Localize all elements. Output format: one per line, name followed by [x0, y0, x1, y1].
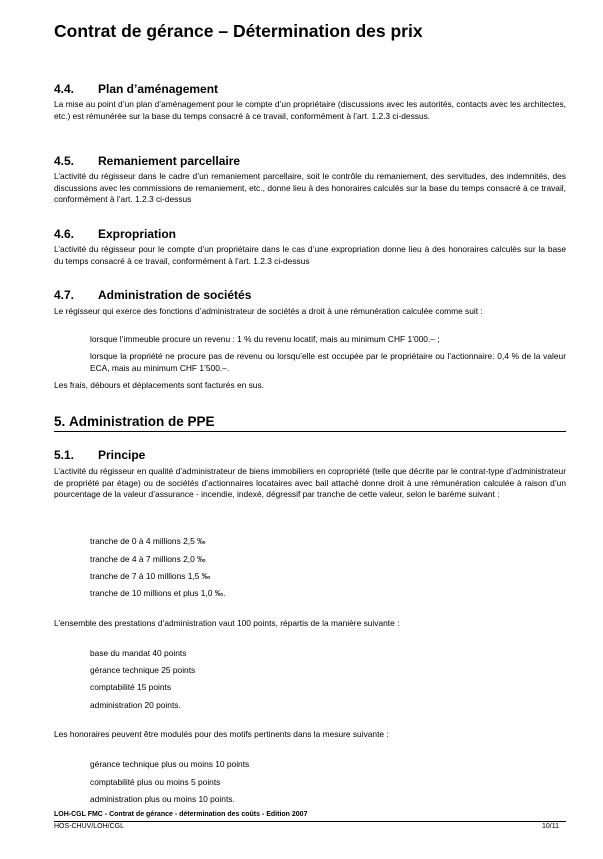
section-body-4-6: L’activité du régisseur pour le compte d’un propriétaire dans le cas d’une expropriation donne lieu à des honoraires calculés sur la base du temps consacré à ce travail, conformément à l’art. 1.2.3 ci-dessus	[54, 244, 566, 266]
modulation-intro: Les honoraires peuvent être modulés pour des motifs pertinents dans la mesure suivante :	[54, 729, 389, 739]
section-heading-4-5	[54, 154, 240, 168]
modulation-item: gérance technique plus ou moins 10 points	[90, 759, 250, 769]
tranche-item: tranche de 0 à 4 millions 2,5 ‰	[90, 536, 206, 546]
section-title: Remaniement parcellaire	[98, 154, 241, 168]
chapter-number: 5.	[54, 414, 66, 429]
section-intro-4-7: Le régisseur qui exerce des fonctions d’administrateur de sociétés a droit à une rémunération calculée comme suit :	[54, 306, 483, 316]
section-number: 4.7.	[54, 288, 75, 302]
section-body-4-4: La mise au point d’un plan d’aménagement pour le compte d’un propriétaire (discussions avec les autorités, contacts avec les architectes, etc.) est rémunérée sur la base du temps consacré à ce travail, conformément à l’art. 1.2.3 ci-dessus.	[54, 99, 566, 121]
footer-divider	[54, 821, 566, 822]
points-item: gérance technique 25 points	[90, 665, 196, 675]
points-item: base du mandat 40 points	[90, 648, 187, 658]
points-item: comptabilité 15 points	[90, 682, 172, 692]
modulation-item: comptabilité plus ou moins 5 points	[90, 777, 221, 787]
section-outro-4-7: Les frais, débours et déplacements sont facturés en sus.	[54, 380, 264, 390]
section-number: 4.5.	[54, 154, 75, 168]
page-title: Contrat de gérance – Détermination des prix	[54, 21, 423, 41]
section-number: 4.4.	[54, 82, 75, 96]
tranche-item: tranche de 10 millions et plus 1,0 ‰.	[90, 588, 226, 598]
tranche-item: tranche de 4 à 7 millions 2,0 ‰	[90, 554, 206, 564]
tranche-item: tranche de 7 à 10 millions 1,5 ‰	[90, 571, 211, 581]
section-number: 5.1.	[54, 448, 75, 462]
section-heading-4-6	[54, 227, 176, 241]
footer-department: HOS-CHUV/LOH/CGL	[54, 823, 125, 830]
section-body-5-1: L’activité du régisseur en qualité d’administrateur de biens immobiliers en copropriété (telle que décrite par le contrat-type d’administrateur de propriété par étage) ou de sociétés d’actionnaires locataires avec bail attaché donne droit à une rémunération calculée à raison d’un pourcentage de la valeur d’assurance - incendie, indexé, dégressif par tranche de cette valeur, selon le barème suivant :	[54, 466, 566, 500]
section-title: Administration de sociétés	[98, 288, 252, 302]
footer-page-number: 10/11	[542, 823, 559, 830]
points-intro: L’ensemble des prestations d’administration vaut 100 points, répartis de la manière suivante :	[54, 618, 400, 628]
section-title: Principe	[98, 448, 146, 462]
section-number: 4.6.	[54, 227, 75, 241]
section-heading-5-1	[54, 448, 145, 462]
chapter-title: Administration de PPE	[69, 414, 215, 429]
section-body-4-5: L’activité du régisseur dans le cadre d’un remaniement parcellaire, soit le contrôle du remaniement, des servitudes, des indemnités, des discussions avec les commissions de remaniement, etc., donne lieu à des honoraires calculés sur la base du temps consacré à ce travail, conformément à l’art. 1.2.3 ci-dessus	[54, 171, 566, 205]
chapter-heading-5	[54, 414, 566, 432]
section-heading-4-4	[54, 82, 218, 96]
section-title: Expropriation	[98, 227, 177, 241]
section-heading-4-7	[54, 288, 251, 302]
list-item: lorsque l’immeuble procure un revenu : 1 % du revenu locatif, mais au minimum CHF 1’000.– ;	[90, 334, 440, 344]
list-item: lorsque la propriété ne procure pas de revenu ou lorsqu’elle est occupée par le propriétaire ou l’actionnaire: 0,4 % de la valeur ECA, mais au minimum CHF 1’500.–.	[90, 351, 566, 373]
section-title: Plan d’aménagement	[98, 82, 219, 96]
points-item: administration 20 points.	[90, 700, 181, 710]
modulation-item: administration plus ou moins 10 points.	[90, 794, 235, 804]
footer-document-reference: LOH-CGL FMC - Contrat de gérance - détermination des coûts - Edition 2007	[54, 811, 308, 818]
